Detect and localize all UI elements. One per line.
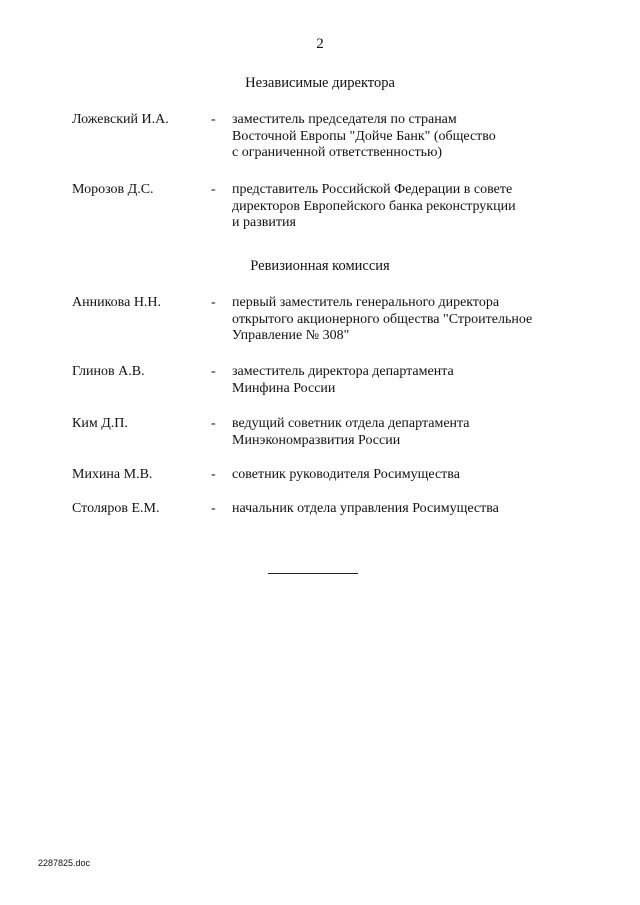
document-file-code: 2287825.doc <box>38 858 91 868</box>
person-role: заместитель директора департамента Минфина России <box>232 364 454 396</box>
dash-separator: - <box>211 501 216 516</box>
person-name: Анникова Н.Н. <box>72 295 162 310</box>
person-role: заместитель председателя по странам Восточной Европы "Дойче Банк" (общество с ограниченной ответственностью) <box>232 112 496 160</box>
dash-separator: - <box>211 295 216 310</box>
person-role: первый заместитель генерального директора открытого акционерного общества "Строительное Управление № 308" <box>232 295 533 343</box>
dash-separator: - <box>211 112 216 127</box>
person-name: Морозов Д.С. <box>72 182 154 197</box>
section-title-audit-commission: Ревизионная комиссия <box>250 258 390 274</box>
end-of-list-divider <box>268 573 358 574</box>
person-name: Михина М.В. <box>72 467 153 482</box>
person-role: советник руководителя Росимущества <box>232 467 460 482</box>
person-name: Глинов А.В. <box>72 364 145 379</box>
dash-separator: - <box>211 467 216 482</box>
person-name: Ложевский И.А. <box>72 112 169 127</box>
section-title-independent-directors: Независимые директора <box>245 75 395 91</box>
dash-separator: - <box>211 416 216 431</box>
dash-separator: - <box>211 182 216 197</box>
person-role: начальник отдела управления Росимущества <box>232 501 499 516</box>
dash-separator: - <box>211 364 216 379</box>
page-number: 2 <box>316 36 324 52</box>
person-name: Ким Д.П. <box>72 416 128 431</box>
person-role: представитель Российской Федерации в совете директоров Европейского банка реконструкции и развития <box>232 182 516 230</box>
person-role: ведущий советник отдела департамента Минэкономразвития России <box>232 416 470 448</box>
person-name: Столяров Е.М. <box>72 501 160 516</box>
